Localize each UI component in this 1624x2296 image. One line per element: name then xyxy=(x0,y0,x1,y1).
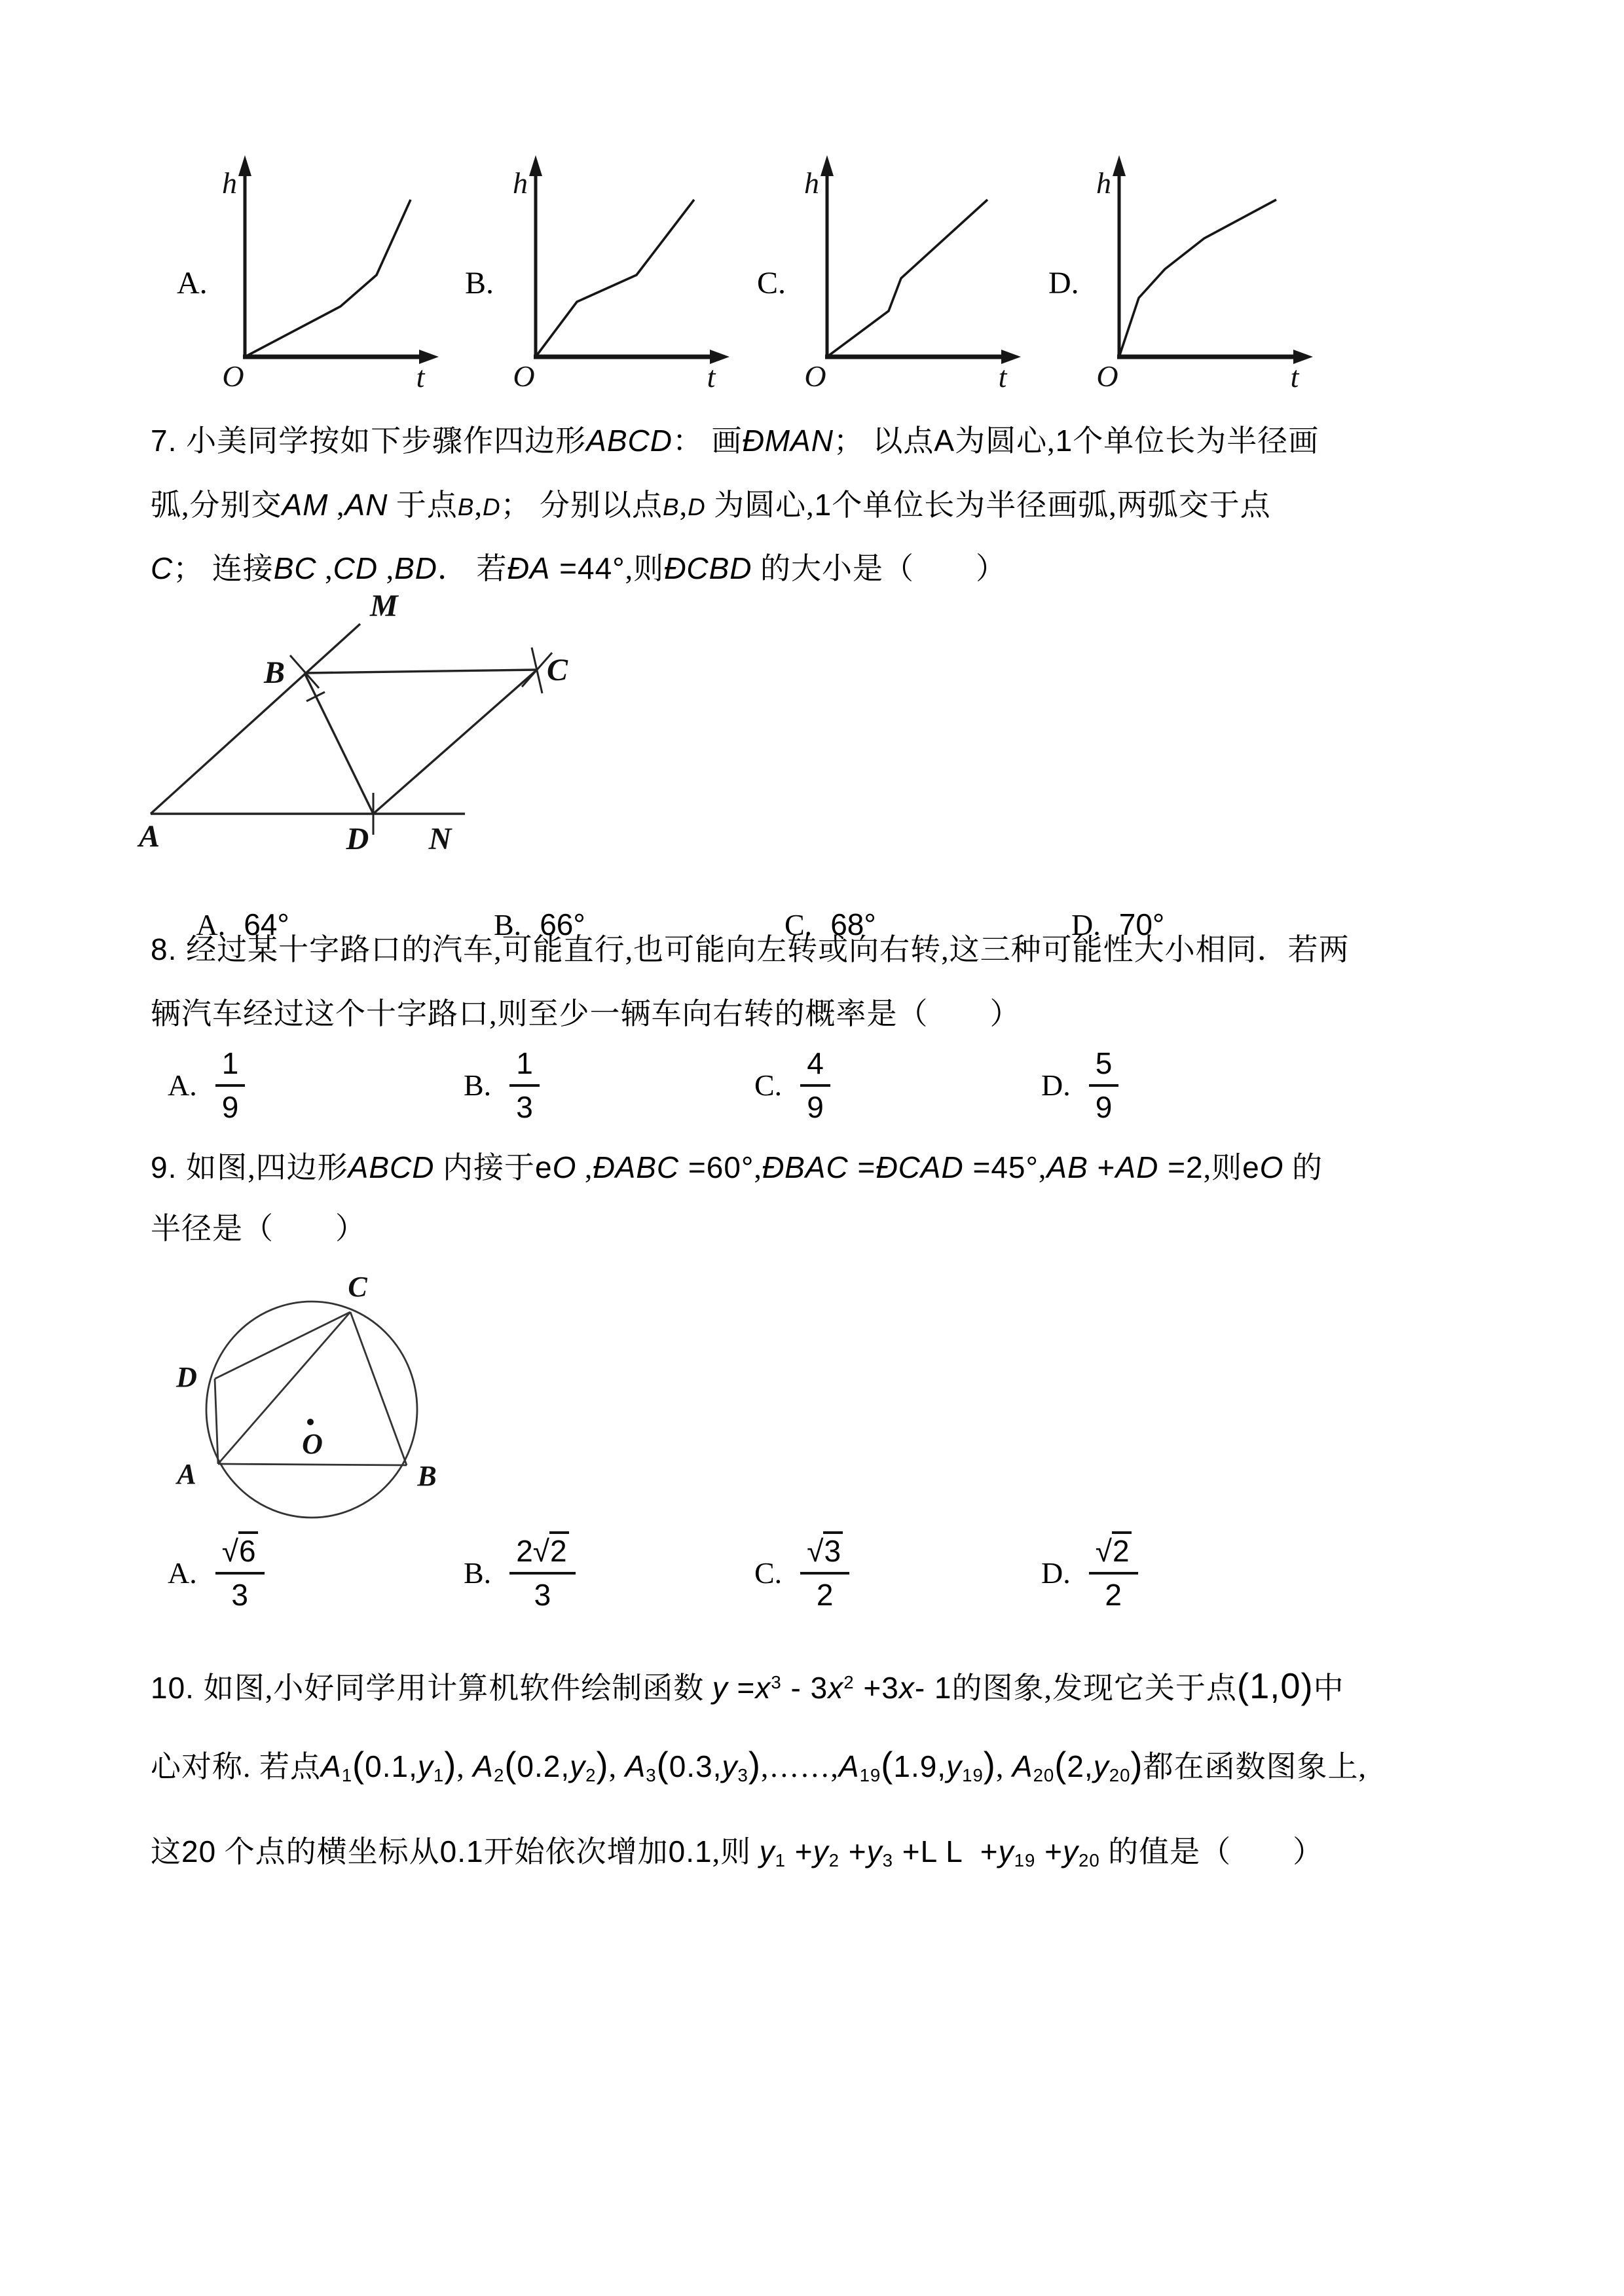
q8-text-line-1: 8. 经过某十字路口的汽车,可能直行,也可能向左转或向右转,这三种可能性大小相同．若两 xyxy=(151,932,1350,966)
fig9-label-b: B xyxy=(417,1460,437,1492)
t-axis-label: t xyxy=(998,360,1007,390)
graph-option-label-a: A. xyxy=(177,266,208,301)
fig9-label-o: O xyxy=(302,1428,323,1460)
graph-option-c xyxy=(781,141,1030,390)
origin-label: O xyxy=(804,359,826,390)
fig9-label-d: D xyxy=(176,1361,197,1393)
option-letter: C. xyxy=(754,1556,783,1590)
curve-c xyxy=(827,200,987,357)
q10-text-line-1: 10. 如图,小好同学用计算机软件绘制函数 $y =x^3 - 3x^2 +3x-$ 1的图象,发现它关于点(1,0)中 xyxy=(151,1666,1344,1706)
option-letter: B. xyxy=(494,908,522,941)
t-axis-label: t xyxy=(1290,360,1299,390)
fig7-label-n: N xyxy=(428,822,452,856)
fraction: $\frac{5}{9}$ xyxy=(1089,1046,1119,1125)
option-letter: D. xyxy=(1041,1068,1071,1102)
t-axis-label: t xyxy=(416,360,425,390)
fig7-label-d: D xyxy=(346,822,369,856)
option-letter: D. xyxy=(1041,1556,1071,1590)
q9-text-line-1: 9. 如图,四边形ABCD 内接于eO ,ÐABC =60°,ÐBAC =ÐCAD =45°,AB +AD =2,则eO 的 xyxy=(151,1150,1323,1184)
fraction: $\frac{1}{9}$ xyxy=(215,1046,246,1125)
q8-option-d xyxy=(1041,1046,1118,1125)
q7-text-line-1: 7. 小美同学按如下步骤作四边形ABCD： 画ÐMAN； 以点A为圆心,1个单位长为半径画 xyxy=(151,424,1320,458)
option-letter: A. xyxy=(168,1068,197,1102)
h-axis-label: h xyxy=(222,166,237,200)
h-axis-label: h xyxy=(804,166,819,200)
q9-option-a xyxy=(168,1534,265,1613)
option-value: 68° xyxy=(830,907,876,941)
fig9-label-c: C xyxy=(348,1271,367,1303)
fig7-label-a: A xyxy=(138,819,160,854)
q7-construction-figure xyxy=(118,585,589,866)
q8-text-line-2: 辆汽车经过这个十字路口,则至少一辆车向右转的概率是（ ） xyxy=(151,997,1021,1030)
origin-label: O xyxy=(513,359,535,390)
h-axis-label: h xyxy=(513,166,528,200)
q9-text-line-2: 半径是（ ） xyxy=(151,1212,366,1245)
option-letter: A. xyxy=(168,1556,197,1590)
curve-d xyxy=(1119,200,1276,357)
q7-text-line-3: C； 连接BC ,CD ,BD． 若ÐA =44°,则ÐCBD 的大小是（ ） xyxy=(151,551,1006,585)
fig7-label-m: M xyxy=(370,589,398,623)
curve-b xyxy=(536,200,694,357)
option-letter: D. xyxy=(1071,908,1101,941)
option-letter: C. xyxy=(784,908,813,941)
q7-text-line-2: 弧,分别交AM ,AN 于点B,D； 分别以点B,D 为圆心,1个单位长为半径画弧,两弧交于点 xyxy=(151,488,1271,522)
curve-a xyxy=(245,200,411,357)
option-letter: A. xyxy=(196,908,226,941)
graph-option-a xyxy=(199,141,448,390)
graph-option-d xyxy=(1073,141,1322,390)
t-axis-label: t xyxy=(707,360,716,390)
option-value: 64° xyxy=(244,907,289,941)
origin-label: O xyxy=(222,359,244,390)
h-axis-label: h xyxy=(1096,166,1111,200)
option-letter: C. xyxy=(754,1068,783,1102)
fraction: $\frac{2√2}{3}$ xyxy=(509,1534,575,1613)
fraction: $\frac{√3}{2}$ xyxy=(800,1534,849,1613)
q9-option-d xyxy=(1041,1534,1138,1613)
fig7-label-c: C xyxy=(547,653,568,687)
graph-option-label-b: B. xyxy=(465,266,494,301)
graph-option-b xyxy=(490,141,739,390)
q10-text-line-2: 心对称. 若点$A_1(0.1,y_1)$, $A_2(0.2,y_2)$, $A_3(0.3,y_3),\dots\dots,A_{19}(1.9,y_{19})$, $A_{20}(2,y_{20})$都在函数图象上, xyxy=(151,1745,1367,1785)
q10-text-line-3: 这20 个点的横坐标从0.1开始依次增加0.1,则 $y_1 +y_2 +y_3 +L$ $L +y_{19} +y_{20}$ 的值是（ ） xyxy=(151,1834,1324,1870)
q8-option-a xyxy=(168,1046,245,1125)
option-value: 66° xyxy=(540,907,585,941)
fraction: $\frac{1}{3}$ xyxy=(509,1046,540,1125)
q9-option-b xyxy=(464,1534,576,1613)
q8-option-c xyxy=(754,1046,830,1125)
option-letter: B. xyxy=(464,1556,492,1590)
fraction: $\frac{√2}{2}$ xyxy=(1089,1534,1138,1613)
q9-option-c xyxy=(754,1534,849,1613)
option-value: 70° xyxy=(1118,907,1165,941)
fig9-label-a: A xyxy=(177,1458,196,1490)
graph-option-label-c: C. xyxy=(757,266,786,301)
fraction: $\frac{√6}{3}$ xyxy=(215,1534,265,1613)
q9-circle-figure xyxy=(131,1244,537,1539)
option-letter: B. xyxy=(464,1068,492,1102)
graph-option-label-d: D. xyxy=(1048,266,1079,301)
fig7-label-b: B xyxy=(263,655,285,690)
fraction: $\frac{4}{9}$ xyxy=(800,1046,830,1125)
q8-option-b xyxy=(464,1046,540,1125)
origin-label: O xyxy=(1096,359,1118,390)
